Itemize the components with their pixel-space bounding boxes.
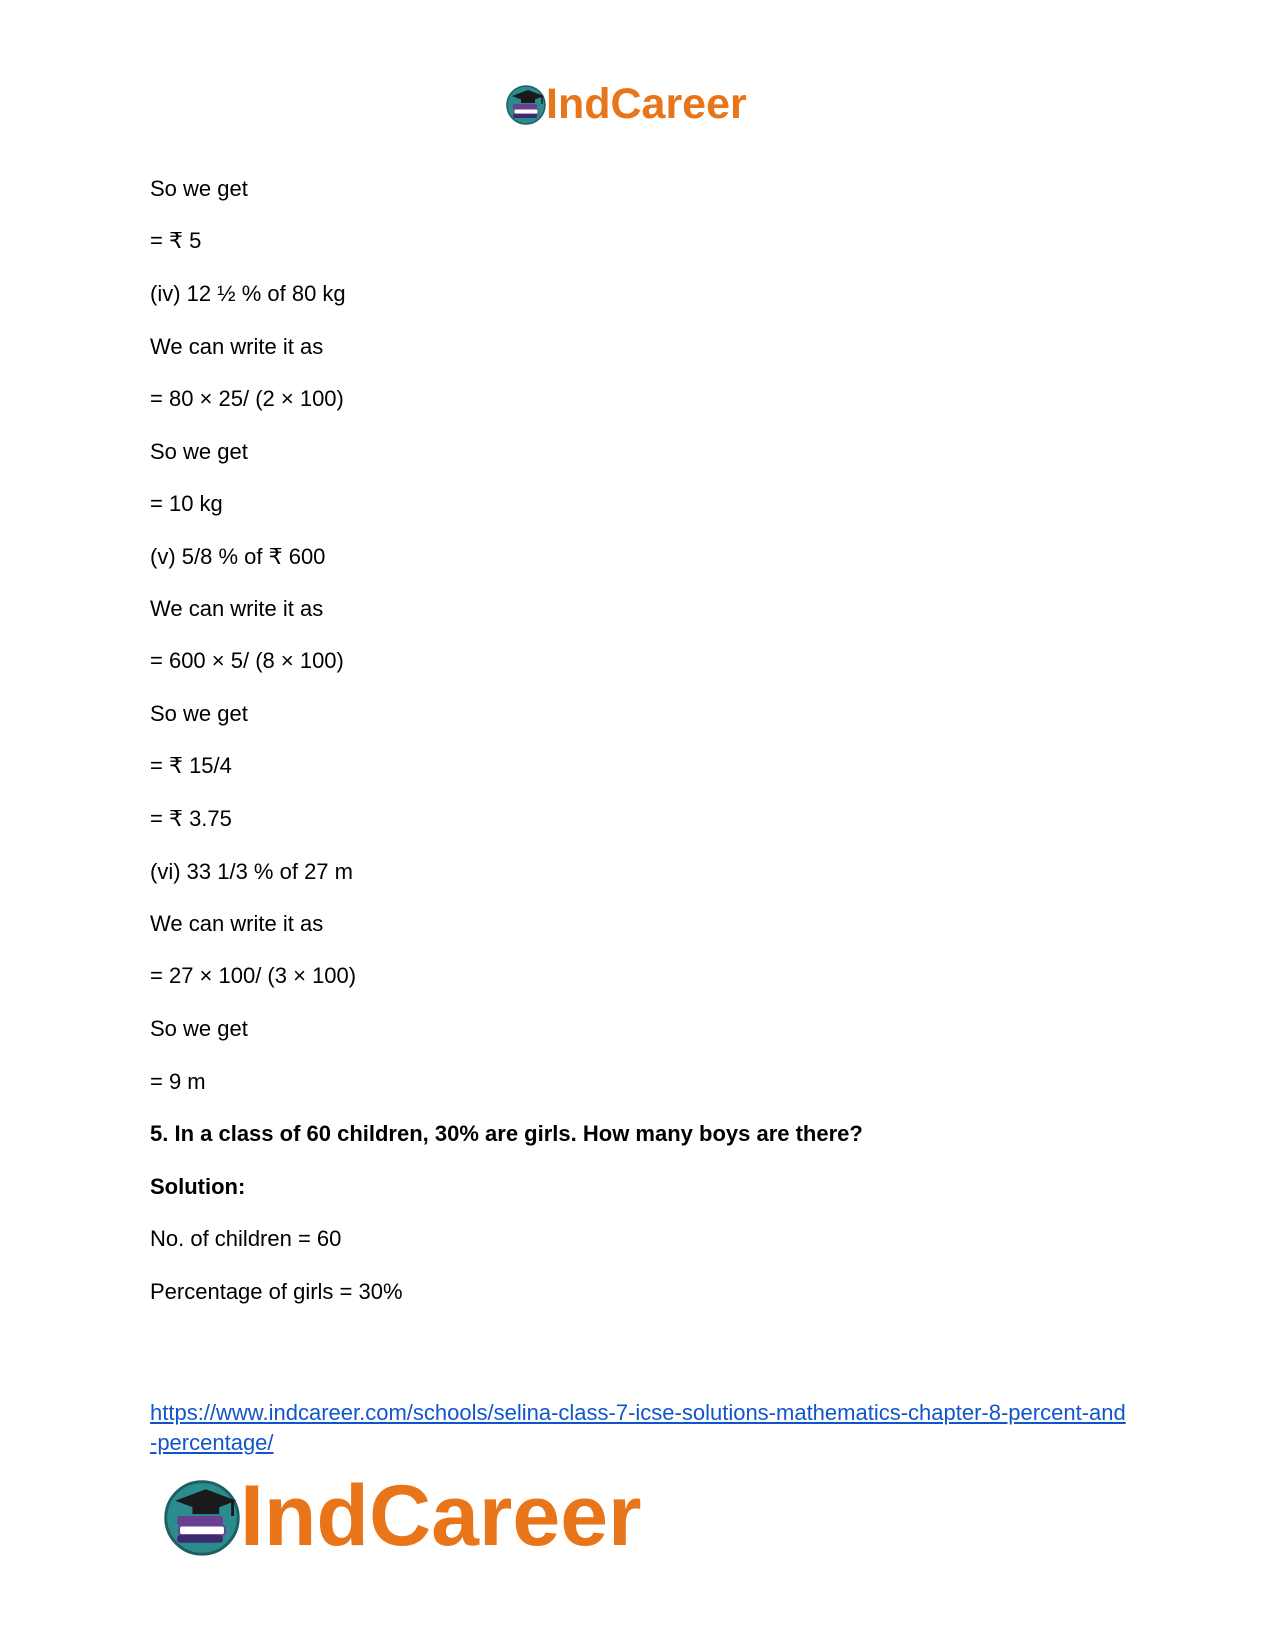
text-line: = ₹ 5	[150, 228, 202, 253]
equation-line: = 10 kg	[150, 491, 223, 516]
solution-heading: Solution:	[150, 1174, 246, 1199]
text-line: No. of children = 60	[150, 1226, 342, 1251]
question-part-iv: (iv) 12 ½ % of 80 kg	[150, 281, 346, 306]
text-line: Percentage of girls = 30%	[150, 1279, 403, 1304]
equation-line: = 80 × 25/ (2 × 100)	[150, 386, 344, 411]
equation-line: = ₹ 15/4	[150, 753, 232, 778]
source-link[interactable]: https://www.indcareer.com/schools/selina-class-7-icse-solutions-mathematics-chapter-8-percent-and-percentage/	[150, 1400, 1126, 1455]
text-line: So we get	[150, 1016, 248, 1041]
book-graduation-cap-icon	[160, 1474, 244, 1558]
equation-line: = ₹ 3.75	[150, 806, 232, 831]
text-line: We can write it as	[150, 911, 324, 936]
equation-line: = 600 × 5/ (8 × 100)	[150, 648, 344, 673]
question-part-vi: (vi) 33 1/3 % of 27 m	[150, 859, 353, 884]
header-logo	[504, 80, 747, 128]
text-line: We can write it as	[150, 596, 324, 621]
logo-wordmark: IndCareer	[240, 1468, 642, 1564]
text-line: So we get	[150, 439, 248, 464]
book-graduation-cap-icon	[504, 82, 548, 126]
text-line: We can write it as	[150, 334, 324, 359]
equation-line: = 9 m	[150, 1069, 206, 1094]
question-5: 5. In a class of 60 children, 30% are girls. How many boys are there?	[150, 1121, 863, 1146]
text-line: So we get	[150, 176, 248, 201]
text-line: So we get	[150, 701, 248, 726]
logo-wordmark: IndCareer	[546, 79, 747, 128]
footer-logo	[160, 1470, 642, 1562]
question-part-v: (v) 5/8 % of ₹ 600	[150, 544, 326, 569]
equation-line: = 27 × 100/ (3 × 100)	[150, 963, 357, 988]
